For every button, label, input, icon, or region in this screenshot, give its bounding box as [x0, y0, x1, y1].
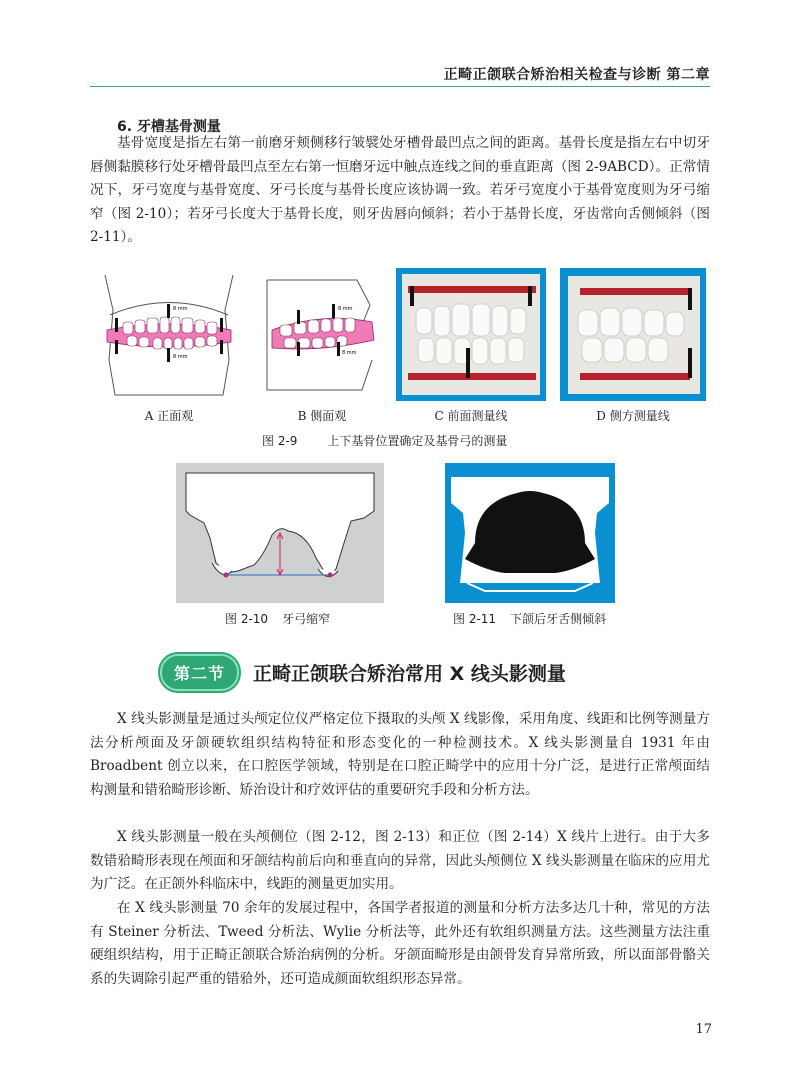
figure-2-9d-lateral-photo — [560, 268, 706, 401]
page-number: 17 — [695, 1022, 712, 1037]
subsection-heading: 6. 牙槽基骨测量 — [117, 119, 221, 135]
figure-caption-a: A 正面观 — [144, 409, 194, 423]
paragraph-cephalometry-intro: X 线头影测量是通过头颅定位仪严格定位下摄取的头颅 X 线影像，采用角度、线距和比例等测量方法分析颅面及牙颌硬软组织结构特征和形态变化的一种检测技术。X 线头影测量自 1931 年由 Broadbent 创立以来，在口腔医学领域，特别是在口腔正畸学中的应用十分广泛，是进行正常颅面结构测量和错𬌗畸形诊断、矫治设计和疗效评估的重要研究手段和分析方法。 — [90, 711, 710, 798]
paragraph-cephalometry-lateral: X 线头影测量一般在头颅侧位（图 2-12，图 2-13）和正位（图 2-14）X 线片上进行。由于大多数错𬌗畸形表现在颅面和牙颌结构前后向和垂直向的异常，因此头颅侧位 X 线头影测量在临床的应用尤为广泛。在正颌外科临床中，线距的测量更加实用。 — [90, 829, 710, 892]
figure-2-11-lingual-tilt — [445, 463, 615, 603]
figure-2-9-title — [262, 432, 507, 449]
figure-2-9b-lateral-drawing — [262, 270, 382, 400]
figure-caption-c: C 前面测量线 — [434, 409, 508, 423]
section-badge: 第二节 — [160, 654, 239, 691]
figure-title-text: 上下基骨位置确定及基骨弓的测量 — [327, 434, 508, 448]
figure-title-text: 下颌后牙舌侧倾斜 — [510, 612, 607, 626]
mm-label: 8 mm — [173, 306, 188, 312]
figure-2-11-title — [453, 610, 606, 627]
figure-caption-b: B 侧面观 — [297, 409, 347, 423]
mm-label: 8 mm — [173, 354, 188, 360]
figure-2-9a-frontal-drawing — [95, 270, 243, 400]
mm-label: 8 mm — [338, 306, 353, 312]
section-title: 正畸正颌联合矫治常用 X 线头影测量 — [253, 662, 566, 685]
figure-2-9c-frontal-photo — [396, 268, 546, 401]
figure-number: 图 2-11 — [453, 612, 497, 626]
section-heading — [160, 654, 566, 690]
figure-number: 图 2-10 — [225, 612, 269, 626]
figure-title-text: 牙弓缩窄 — [282, 612, 331, 626]
figure-number: 图 2-9 — [262, 434, 298, 448]
figure-2-10-arch-narrowing — [176, 463, 384, 603]
running-header — [90, 62, 710, 87]
figure-caption-d: D 侧方测量线 — [596, 409, 670, 423]
paragraph-base-bone: 基骨宽度是指左右第一前磨牙颊侧移行皱襞处牙槽骨最凹点之间的距离。基骨长度是指左右中切牙唇侧黏膜移行处牙槽骨最凹点至左右第一恒磨牙远中触点连线之间的垂直距离（图 2-9ABCD）。正常情况下，牙弓宽度与基骨宽度、牙弓长度与基骨长度应该协调一致。若牙弓宽度小于基骨宽度则为牙弓缩窄（图 2-10）；若牙弓长度大于基骨长度，则牙齿唇向倾斜；若小于基骨长度，牙齿常向舌侧倾斜（图 2-11）。 — [90, 135, 710, 245]
mm-label: 8 mm — [342, 350, 357, 356]
paragraph-cephalometry-methods: 在 X 线头影测量 70 余年的发展过程中，各国学者报道的测量和分析方法多达几十种，常见的方法有 Steiner 分析法、Tweed 分析法、Wylie 分析法等，此外还有软组织测量方法。这些测量方法注重硬组织结构，用于正畸正颌联合矫治病例的分析。牙颌面畸形是由颌骨发育异常所致，所以面部骨骼关系的失调除引起严重的错𬌗外，还可造成颜面软组织形态异常。 — [90, 900, 710, 987]
header-title: 正畸正颌联合矫治相关检查与诊断 第二章 — [443, 67, 710, 83]
figure-2-10-title — [225, 610, 330, 627]
